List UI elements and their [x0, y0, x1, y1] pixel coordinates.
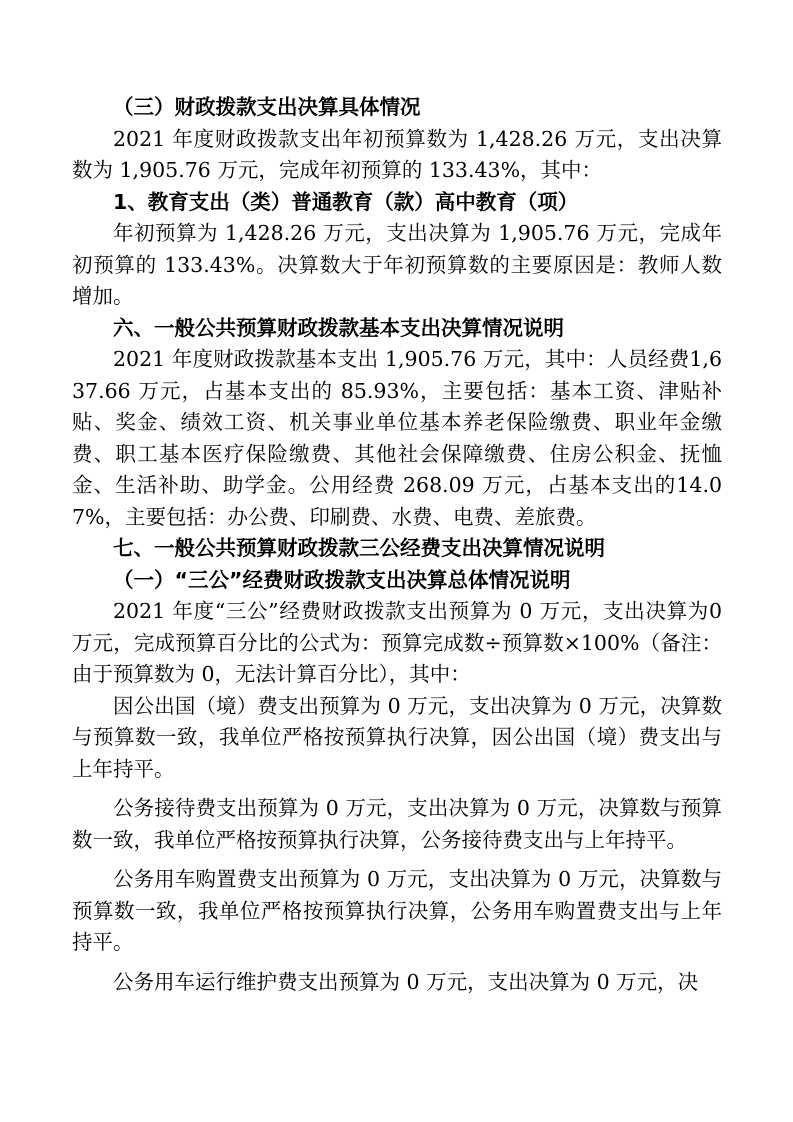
paragraph-education: 年初预算为 1,428.26 万元，支出决算为 1,905.76 万元，完成年初预算的 133.43%。决算数大于年初预算数的主要原因是：教师人数增加。: [72, 221, 722, 308]
paragraph-budget-summary: 2021 年度财政拨款支出年初预算数为 1,428.26 万元，支出决算数为 1,905.76 万元，完成年初预算的 133.43%，其中：: [72, 126, 722, 182]
paragraph-reception: 公务接待费支出预算为 0 万元，支出决算为 0 万元，决算数与预算数一致，我单位严格按预算执行决算，公务接待费支出与上年持平。: [72, 796, 722, 852]
paragraph-overseas: 因公出国（境）费支出预算为 0 万元，支出决算为 0 万元，决算数与预算数一致，我单位严格按预算执行决算，因公出国（境）费支出与上年持平。: [72, 693, 722, 781]
section-heading-three-public: 七、一般公共预算财政拨款三公经费支出决算情况说明: [113, 536, 605, 560]
paragraph-three-public-overall: 2021 年度“三公”经费财政拨款支出预算为 0 万元，支出决算为0 万元，完成预算百分比的公式为：预算完成数÷预算数×100%（备注：由于预算数为 0，无法计算百分比），其中：: [72, 599, 722, 686]
paragraph-vehicle-maintenance: 公务用车运行维护费支出预算为 0 万元，支出决算为 0 万元，决: [113, 969, 699, 994]
section-heading-budget-detail: （三）财政拨款支出决算具体情况: [113, 95, 421, 119]
document-page: [72, 92, 722, 998]
paragraph-vehicle-purchase: 公务用车购置费支出预算为 0 万元，支出决算为 0 万元，决算数与预算数一致，我单位严格按预算执行决算，公务用车购置费支出与上年持平。: [72, 867, 722, 954]
paragraph-basic-expenditure: 2021 年度财政拨款基本支出 1,905.76 万元，其中：人员经费1,637.66 万元，占基本支出的 85.93%，主要包括：基本工资、津贴补贴、奖金、绩效工资、机关事业单位基本养老保险缴费、职业年金缴费、职工基本医疗保险缴费、其他社会保障缴费、住房公积金、抚恤金、生活补助、助学金。公用经费 268.09 万元，占基本支出的14.07%，主要包括：办公费、印刷费、水费、电费、差旅费。: [72, 347, 722, 529]
section-heading-education: 1、教育支出（类）普通教育（款）高中教育（项）: [113, 189, 579, 214]
subsection-heading-three-public-overall: （一）“三公”经费财政拨款支出决算总体情况说明: [113, 567, 571, 592]
section-heading-basic-expenditure: 六、一般公共预算财政拨款基本支出决算情况说明: [113, 315, 564, 340]
